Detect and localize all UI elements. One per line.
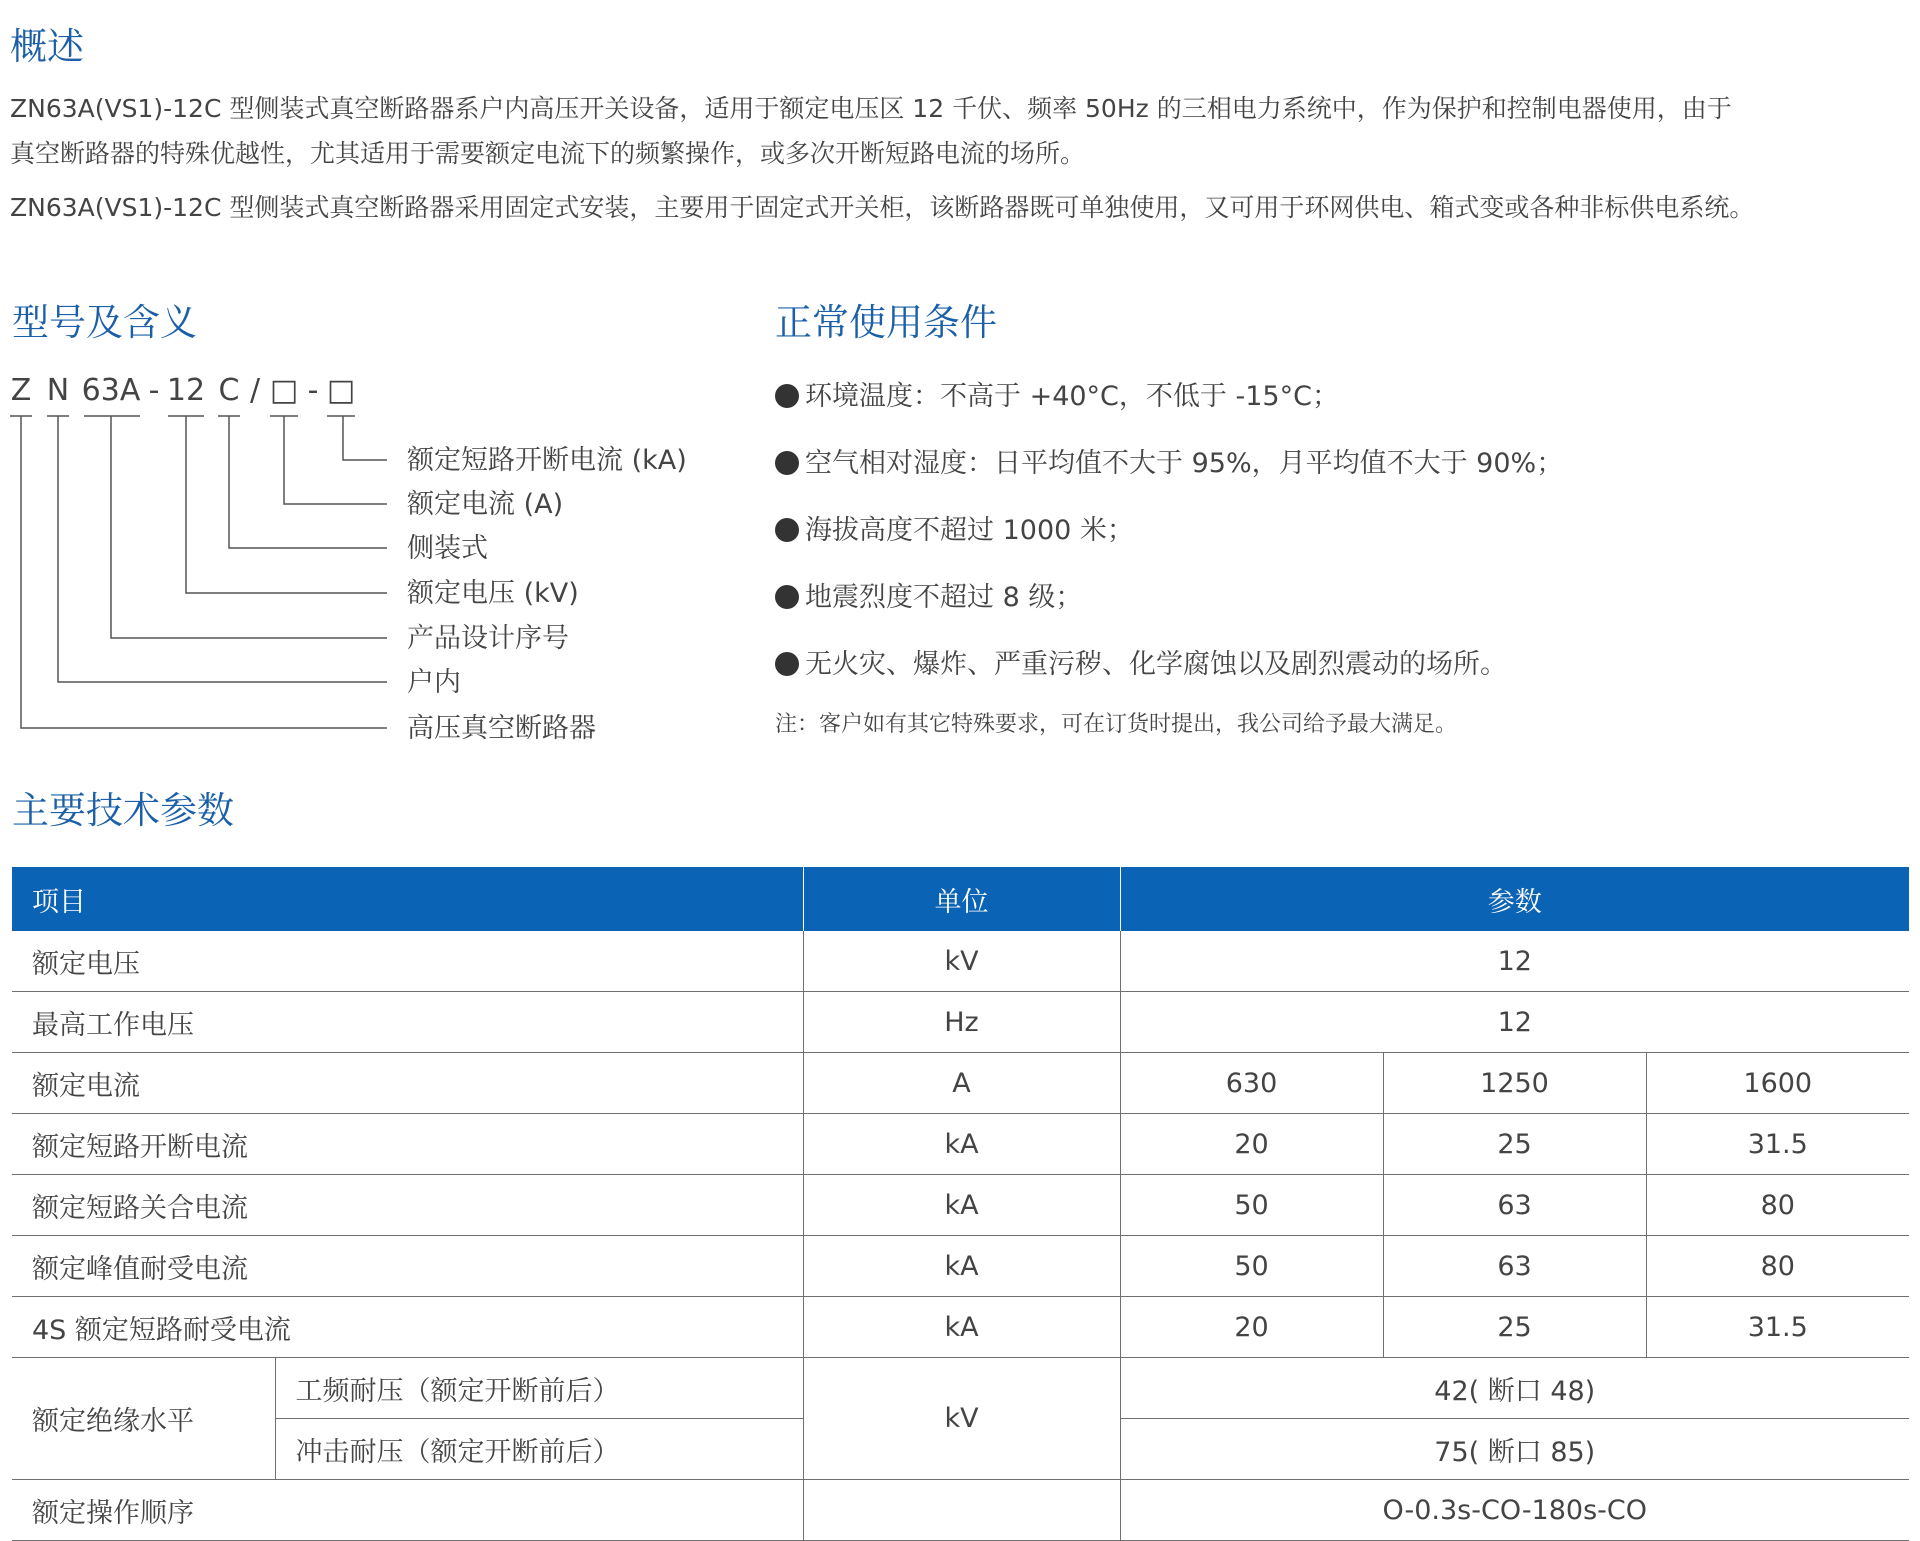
model-label-side-mounted: 侧装式 bbox=[407, 533, 488, 564]
conditions-note: 注：客户如有其它特殊要求，可在订货时提出，我公司给予最大满足。 bbox=[775, 712, 1458, 737]
overview-paragraph-1-line-1: ZN63A(VS1)-12C 型侧装式真空断路器系户内高压开关设备，适用于额定电压区 12 千伏、频率 50Hz 的三相电力系统中，作为保护和控制电器使用，由于 bbox=[10, 94, 1732, 123]
row-value: 63 bbox=[1383, 1236, 1646, 1297]
header-item: 项目 bbox=[12, 867, 803, 931]
row-unit: kA bbox=[803, 1297, 1120, 1358]
row-value: 25 bbox=[1383, 1297, 1646, 1358]
model-label-indoor: 户内 bbox=[407, 667, 461, 698]
code-part: - bbox=[148, 373, 160, 408]
row-unit: Hz bbox=[803, 992, 1120, 1053]
code-part: - bbox=[307, 373, 319, 408]
row-value: 50 bbox=[1120, 1236, 1383, 1297]
table-row bbox=[12, 1358, 1909, 1419]
params-heading: 主要技术参数 bbox=[12, 789, 234, 832]
bullet-icon bbox=[775, 384, 799, 408]
row-value: 20 bbox=[1120, 1114, 1383, 1175]
bullet-icon bbox=[775, 585, 799, 609]
table-row bbox=[12, 1297, 1909, 1358]
header-value: 参数 bbox=[1120, 867, 1909, 931]
row-value: 12 bbox=[1120, 931, 1909, 992]
params-table bbox=[12, 867, 1909, 1541]
row-value: 20 bbox=[1120, 1297, 1383, 1358]
model-label-breaking-current: 额定短路开断电流 (kA) bbox=[407, 445, 687, 476]
row-unit: kA bbox=[803, 1175, 1120, 1236]
row-item: 4S 额定短路耐受电流 bbox=[12, 1297, 803, 1358]
table-row bbox=[12, 1175, 1909, 1236]
row-item: 额定操作顺序 bbox=[12, 1480, 803, 1541]
row-unit: A bbox=[803, 1053, 1120, 1114]
bullet-icon bbox=[775, 652, 799, 676]
row-value: 12 bbox=[1120, 992, 1909, 1053]
row-unit: kA bbox=[803, 1236, 1120, 1297]
row-value: 42( 断口 48) bbox=[1120, 1358, 1909, 1419]
row-item: 额定电流 bbox=[12, 1053, 803, 1114]
row-value: 80 bbox=[1646, 1236, 1909, 1297]
code-part: / bbox=[249, 373, 261, 408]
table-row bbox=[12, 1480, 1909, 1541]
row-item: 最高工作电压 bbox=[12, 992, 803, 1053]
condition-text: 海拔高度不超过 1000 米； bbox=[805, 515, 1134, 546]
model-label-design-serial: 产品设计序号 bbox=[407, 623, 569, 654]
row-item: 额定电压 bbox=[12, 931, 803, 992]
row-value: O-0.3s-CO-180s-CO bbox=[1120, 1480, 1909, 1541]
row-value: 31.5 bbox=[1646, 1297, 1909, 1358]
header-unit: 单位 bbox=[803, 867, 1120, 931]
row-value: 31.5 bbox=[1646, 1114, 1909, 1175]
code-part: 12 bbox=[166, 373, 206, 408]
row-item: 额定短路开断电流 bbox=[12, 1114, 803, 1175]
condition-item bbox=[775, 383, 1339, 410]
conditions-heading: 正常使用条件 bbox=[775, 301, 997, 344]
row-item: 额定峰值耐受电流 bbox=[12, 1236, 803, 1297]
model-label-rated-current: 额定电流 (A) bbox=[407, 489, 564, 520]
overview-heading: 概述 bbox=[10, 25, 84, 68]
code-part: C bbox=[218, 373, 240, 408]
condition-text: 环境温度：不高于 +40°C，不低于 -15°C； bbox=[805, 381, 1339, 412]
model-heading: 型号及含义 bbox=[12, 301, 197, 344]
overview-paragraph-1-line-2: 真空断路器的特殊优越性，尤其适用于需要额定电流下的频繁操作，或多次开断短路电流的场所。 bbox=[10, 139, 1086, 168]
table-row bbox=[12, 1053, 1909, 1114]
row-value: 80 bbox=[1646, 1175, 1909, 1236]
row-subitem: 冲击耐压（额定开断前后） bbox=[275, 1419, 803, 1480]
condition-item bbox=[775, 517, 1134, 544]
code-part: Z bbox=[10, 373, 32, 408]
table-row bbox=[12, 992, 1909, 1053]
row-value: 50 bbox=[1120, 1175, 1383, 1236]
row-item: 额定短路关合电流 bbox=[12, 1175, 803, 1236]
code-part: □ bbox=[326, 373, 356, 408]
condition-item bbox=[775, 450, 1563, 477]
table-header-row bbox=[12, 867, 1909, 931]
table-row bbox=[12, 1114, 1909, 1175]
code-part: 63A bbox=[81, 373, 141, 408]
row-value: 1250 bbox=[1383, 1053, 1646, 1114]
model-label-hv-vacuum-breaker: 高压真空断路器 bbox=[407, 713, 596, 744]
row-unit: kV bbox=[803, 931, 1120, 992]
condition-item bbox=[775, 651, 1507, 678]
bullet-icon bbox=[775, 518, 799, 542]
code-part: □ bbox=[269, 373, 299, 408]
condition-text: 空气相对湿度：日平均值不大于 95%，月平均值不大于 90%； bbox=[805, 448, 1564, 479]
row-value: 63 bbox=[1383, 1175, 1646, 1236]
model-label-rated-voltage: 额定电压 (kV) bbox=[407, 578, 579, 609]
condition-text: 地震烈度不超过 8 级； bbox=[805, 582, 1083, 613]
row-value: 25 bbox=[1383, 1114, 1646, 1175]
row-subitem: 工频耐压（额定开断前后） bbox=[275, 1358, 803, 1419]
code-part: N bbox=[46, 373, 70, 408]
model-bracket-lines bbox=[0, 400, 400, 760]
table-row bbox=[12, 931, 1909, 992]
condition-text: 无火灾、爆炸、严重污秽、化学腐蚀以及剧烈震动的场所。 bbox=[805, 649, 1507, 680]
row-unit bbox=[803, 1480, 1120, 1541]
condition-item bbox=[775, 584, 1082, 611]
overview-paragraph-2: ZN63A(VS1)-12C 型侧装式真空断路器采用固定式安装，主要用于固定式开关柜，该断路器既可单独使用，又可用于环网供电、箱式变或各种非标供电系统。 bbox=[10, 193, 1755, 222]
row-unit: kV bbox=[803, 1358, 1120, 1480]
row-value: 75( 断口 85) bbox=[1120, 1419, 1909, 1480]
row-value: 630 bbox=[1120, 1053, 1383, 1114]
row-item: 额定绝缘水平 bbox=[12, 1358, 275, 1480]
row-unit: kA bbox=[803, 1114, 1120, 1175]
bullet-icon bbox=[775, 451, 799, 475]
row-value: 1600 bbox=[1646, 1053, 1909, 1114]
table-row bbox=[12, 1236, 1909, 1297]
